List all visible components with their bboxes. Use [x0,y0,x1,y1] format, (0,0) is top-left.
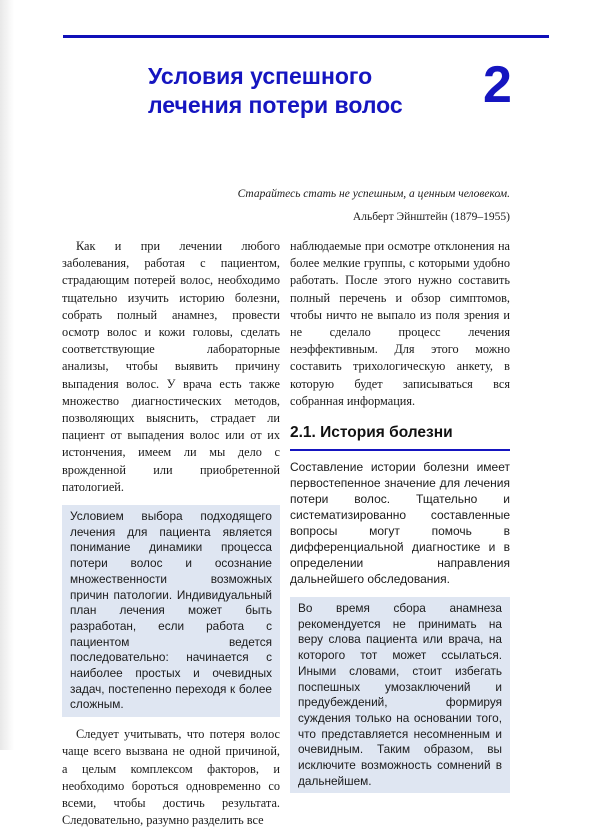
left-column [62,238,280,829]
left-highlight-text: Условием выбора подходящего лечения для пациента является понимание динамики процесса потери волос и осознание множественности возможных причин патологии. Индивидуальный план лечения может быть разработан, если работа с пациентом ведется последовательно: начинается с наиболее простых и очевидных задач, постепенно переходя к более сложным. [70,509,272,712]
left-highlight-box [62,505,280,717]
right-paragraph-1: наблюдаемые при осмотре отклонения на более мелкие группы, с которыми удобно работать. После этого нужно составить полный перечень и обзор симптомов, чтобы ничто не выпало из поля зрения и не сделало процесс лечения неэффективным. Для этого можно составить трихологическую анкету, в которую будет записываться вся собранная информация. [290,239,510,408]
epigraph-quote: Старайтесь стать не успешным, а ценным человеком. [237,188,510,200]
left-paragraph-2: Следует учитывать, что потеря волос чаще всего вызвана не одной причиной, а целым комплексом факторов, и необходимо бороться одновременно со всеми, чтобы достичь результата. Следовательно, разумно разделить все [62,727,280,828]
right-paragraph-2: Составление истории болезни имеет первостепенное значение для лечения потери волос. Тщательно и систематизированно составленные вопросы могут помочь в дифференциальной диагностике и в определении направления дальнейшего обследования. [290,460,510,587]
chapter-top-rule [63,35,549,38]
right-column [290,238,510,793]
chapter-number: 2 [483,56,512,114]
chapter-title-line1: Условия успешного [148,63,373,89]
right-highlight-box [290,597,510,793]
page-edge-shadow [0,0,14,750]
left-paragraph-1: Как и при лечении любого заболевания, работая с пациентом, страдающим потерей волос, необходимо тщательно изучить историю болезни, собрать полный анамнез, провести осмотр волос и кожи головы, сделать соответствующие лабораторные анализы, чтобы выявить причину выпадения волос. У врача есть также множество диагностических методов, позволяющих выяснить, страдает ли пациент от выпадения волос или от их истончения, имеем ли мы дело с врожденной или приобретенной патологией. [62,239,280,494]
chapter-title-line2: лечения потери волос [148,92,403,118]
right-highlight-text: Во время сбора анамнеза рекомендуется не принимать на веру слова пациента или врача, на которого тот может ссылаться. Иными словами, стоит избегать поспешных умозаключений и предубеждений, формируя суждения только на основании того, что представляется несомненным и очевидным. Таким образом, вы исключите возможность сомнений в дальнейшем. [298,601,502,788]
chapter-title [148,62,403,120]
epigraph-author: Альберт Эйнштейн (1879–1955) [352,211,510,223]
section-heading: 2.1. История болезни [290,423,510,451]
